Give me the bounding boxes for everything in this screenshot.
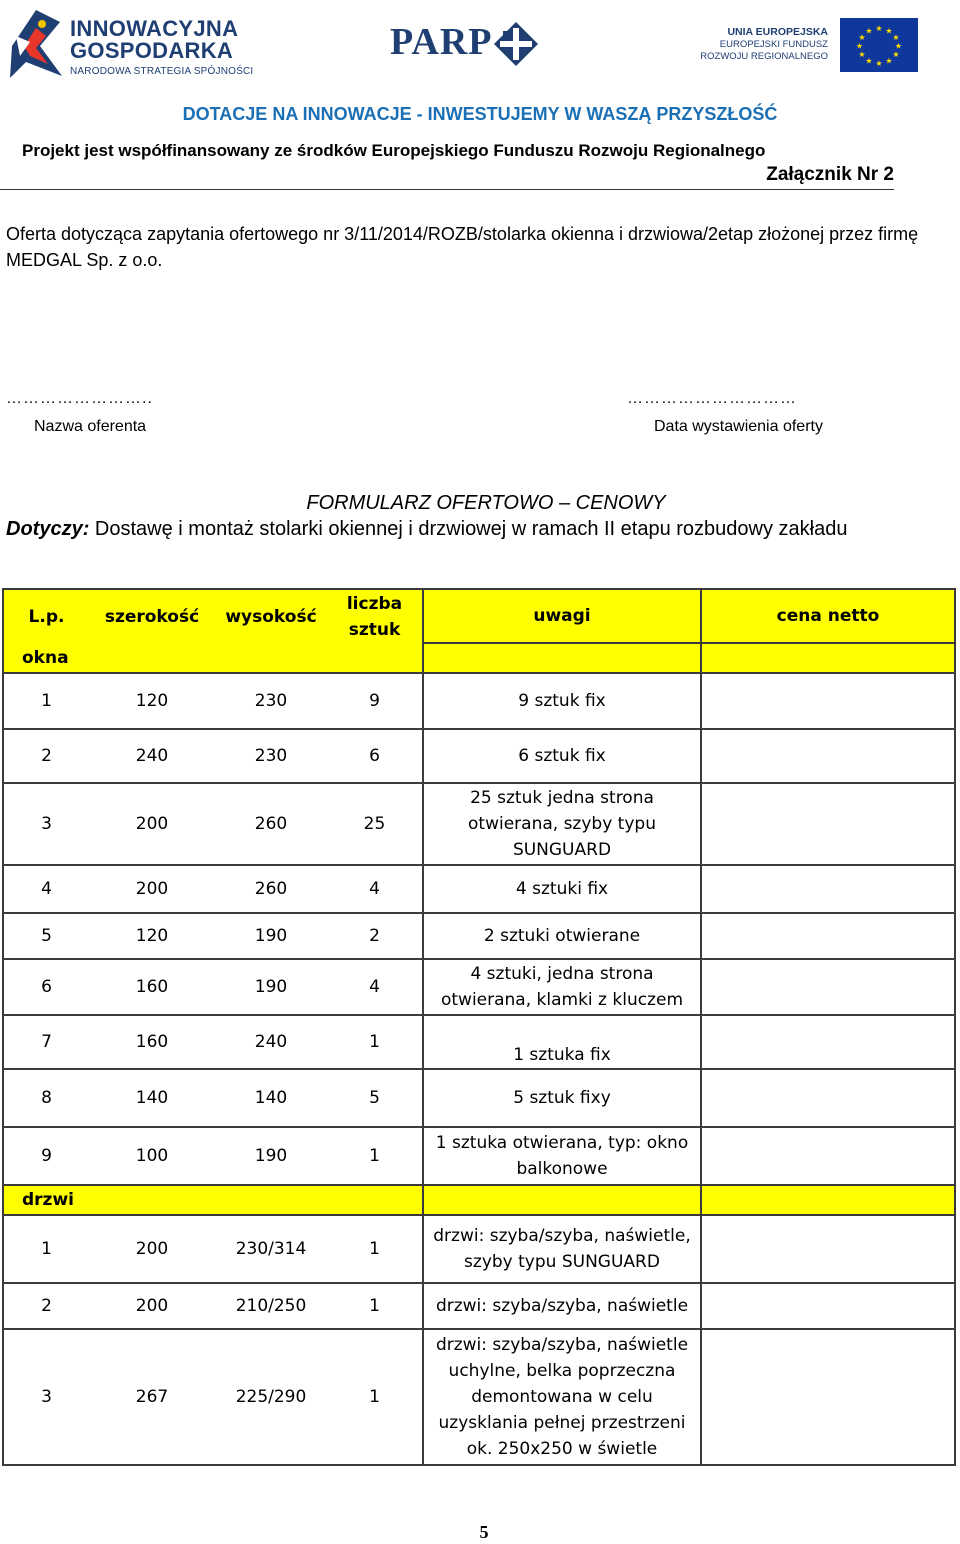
nazwa-dots: …………………….. bbox=[6, 390, 153, 407]
table-header-row bbox=[3, 589, 955, 643]
page-number: 5 bbox=[479, 1522, 489, 1542]
cell-szer: 120 bbox=[89, 913, 215, 959]
ig-line3: NARODOWA STRATEGIA SPÓJNOŚCI bbox=[70, 66, 254, 77]
cell-wys: 190 bbox=[215, 913, 327, 959]
cell-wys: 240 bbox=[215, 1015, 327, 1069]
ig-line1: INNOWACYJNA bbox=[70, 16, 239, 41]
table-row bbox=[3, 959, 955, 1015]
cell-wys: 190 bbox=[254, 1146, 288, 1166]
cell-lp: 3 bbox=[3, 783, 89, 865]
header-cena: cena netto bbox=[701, 589, 955, 643]
cell-uwagi: 25 sztuk jedna strona otwierana, szyby typu SUNGUARD bbox=[423, 783, 701, 865]
svg-text:★: ★ bbox=[892, 50, 900, 59]
table-row bbox=[3, 1069, 955, 1127]
svg-text:★: ★ bbox=[885, 56, 893, 66]
cell-wys: 230/314 bbox=[215, 1215, 327, 1283]
eu-flag-icon bbox=[840, 18, 918, 72]
cell-lp: 8 bbox=[3, 1069, 89, 1127]
parp-diamond-icon bbox=[494, 22, 538, 66]
cell-wys: 140 bbox=[215, 1069, 327, 1127]
cell-szer: 200 bbox=[89, 865, 215, 913]
cell-wys: 210/250 bbox=[215, 1283, 327, 1329]
cell-szer: 200 bbox=[89, 1215, 215, 1283]
cell-cena bbox=[701, 673, 955, 729]
table-row bbox=[3, 1215, 955, 1283]
cell-wys: 225/290 bbox=[215, 1329, 327, 1465]
table-row bbox=[3, 1283, 955, 1329]
cell-uwagi: 6 sztuk fix bbox=[423, 729, 701, 783]
header-uwagi: uwagi bbox=[423, 589, 701, 643]
cell-lp: 1 bbox=[3, 1215, 89, 1283]
header-wysokosc: wysokość bbox=[215, 589, 327, 643]
cell-liczba: 1 bbox=[327, 1283, 423, 1329]
section-row-okna bbox=[3, 643, 955, 673]
cell-szer: 160 bbox=[89, 959, 215, 1015]
cell-wys: 230 bbox=[215, 729, 327, 783]
section-drzwi-label: drzwi bbox=[3, 1185, 423, 1215]
cell-lp: 6 bbox=[3, 959, 89, 1015]
ue-line3: ROZWOJU REGIONALNEGO bbox=[700, 51, 828, 62]
cell-uwagi: drzwi: szyba/szyba, naświetle uchylne, belka poprzeczna demontowana w celu uzysklania pełnej przestrzeni ok. 250x250 w świetle bbox=[423, 1329, 701, 1465]
cell-uwagi: drzwi: szyba/szyba, naświetle, szyby typu SUNGUARD bbox=[423, 1215, 701, 1283]
dotyczy-line bbox=[6, 518, 847, 541]
table-row bbox=[3, 1329, 955, 1465]
form-title: FORMULARZ OFERTOWO – CENOWY bbox=[306, 492, 666, 514]
cell-szer: 120 bbox=[89, 673, 215, 729]
cell-szer: 160 bbox=[89, 1015, 215, 1069]
section-row-drzwi bbox=[3, 1185, 955, 1215]
section-okna-uwagi bbox=[423, 643, 701, 673]
dotyczy-text: Dostawę i montaż stolarki okiennej i drzwiowej w ramach II etapu rozbudowy zakładu bbox=[89, 518, 848, 540]
cell-szer: 100 bbox=[135, 1146, 169, 1166]
cell-liczba: 6 bbox=[327, 729, 423, 783]
zalacznik-label: Załącznik Nr 2 bbox=[766, 164, 894, 185]
data-wystawienia-label: Data wystawienia oferty bbox=[654, 418, 823, 435]
cell-lp: 1 bbox=[3, 673, 89, 729]
svg-text:★: ★ bbox=[892, 33, 900, 42]
section-okna-label: okna bbox=[3, 643, 423, 673]
cell-cena bbox=[701, 959, 955, 1015]
cell-cena bbox=[701, 729, 955, 783]
dotyczy-label: Dotyczy: bbox=[6, 518, 90, 540]
cell-liczba: 2 bbox=[327, 913, 423, 959]
section-drzwi-cena bbox=[701, 1185, 955, 1215]
cell-cena bbox=[701, 865, 955, 913]
cell-lp: 5 bbox=[3, 913, 89, 959]
cell-wys: 260 bbox=[215, 865, 327, 913]
ue-line1: UNIA EUROPEJSKA bbox=[727, 26, 828, 38]
cell-lp: 4 bbox=[3, 865, 89, 913]
nazwa-oferenta-label: Nazwa oferenta bbox=[34, 418, 147, 435]
cell-wys: 190 bbox=[215, 959, 327, 1015]
ue-line2: EUROPEJSKI FUNDUSZ bbox=[719, 39, 828, 50]
cell-cena bbox=[701, 1215, 955, 1283]
section-drzwi-uwagi bbox=[423, 1185, 701, 1215]
cell-liczba: 1 bbox=[327, 1215, 423, 1283]
cell-cena bbox=[701, 913, 955, 959]
cell-liczba: 1 bbox=[369, 1146, 380, 1166]
cell-cena bbox=[701, 1127, 955, 1185]
cell-szer: 240 bbox=[89, 729, 215, 783]
ig-star-icon bbox=[6, 6, 66, 82]
cell-uwagi: 5 sztuk fixy bbox=[423, 1069, 701, 1127]
section-okna-cena bbox=[701, 643, 955, 673]
cell-wys: 230 bbox=[215, 673, 327, 729]
cell-liczba: 1 bbox=[327, 1329, 423, 1465]
cell-uwagi: 2 sztuki otwierane bbox=[423, 913, 701, 959]
cell-uwagi: 1 sztuka otwierana, typ: okno balkonowe bbox=[423, 1127, 701, 1185]
header-szerokosc: szerokość bbox=[89, 589, 215, 643]
cell-liczba: 4 bbox=[327, 865, 423, 913]
cell-liczba: 9 bbox=[327, 673, 423, 729]
svg-text:★: ★ bbox=[875, 59, 883, 68]
cell-uwagi: 4 sztuki fix bbox=[423, 865, 701, 913]
cell-lp: 9 bbox=[3, 1127, 89, 1185]
data-dots: ………………………… bbox=[627, 390, 797, 407]
table-row bbox=[3, 865, 955, 913]
cell-szer: 200 bbox=[89, 1283, 215, 1329]
svg-text:★: ★ bbox=[855, 41, 864, 51]
cell-szer: 267 bbox=[89, 1329, 215, 1465]
eu-logo bbox=[700, 18, 922, 74]
dotacje-heading: DOTACJE NA INNOWACJE - INWESTUJEMY W WASZĄ PRZYSZŁOŚĆ bbox=[182, 104, 778, 124]
svg-text:★: ★ bbox=[858, 50, 866, 59]
parp-text: PARP bbox=[390, 21, 493, 63]
svg-text:★: ★ bbox=[865, 56, 873, 66]
header-lp: L.p. bbox=[3, 589, 89, 643]
cell-uwagi: drzwi: szyba/szyba, naświetle bbox=[423, 1283, 701, 1329]
cell-liczba: 5 bbox=[327, 1069, 423, 1127]
cell-lp: 7 bbox=[3, 1015, 89, 1069]
cell-lp: 2 bbox=[3, 729, 89, 783]
projekt-line: Projekt jest współfinansowany ze środków Europejskiego Funduszu Rozwoju Regionalnego bbox=[22, 141, 766, 160]
cell-liczba: 1 bbox=[327, 1015, 423, 1069]
svg-text:★: ★ bbox=[865, 26, 873, 36]
svg-text:★: ★ bbox=[875, 24, 883, 33]
cell-liczba: 4 bbox=[327, 959, 423, 1015]
ig-line2: GOSPODARKA bbox=[70, 38, 234, 63]
table-row bbox=[3, 783, 955, 865]
parp-logo bbox=[390, 18, 540, 74]
cell-lp: 3 bbox=[3, 1329, 89, 1465]
cell-liczba: 25 bbox=[327, 783, 423, 865]
table-row bbox=[3, 913, 955, 959]
svg-text:★: ★ bbox=[894, 41, 903, 51]
cell-cena bbox=[701, 1015, 955, 1069]
cell-cena bbox=[701, 783, 955, 865]
svg-text:★: ★ bbox=[858, 33, 866, 42]
oferta-paragraph: Oferta dotycząca zapytania ofertowego nr 3/11/2014/ROZB/stolarka okienna i drzwiowa/2etap złożonej przez firmę MEDGAL Sp. z o.o. bbox=[6, 224, 919, 270]
svg-text:★: ★ bbox=[885, 26, 893, 36]
header-liczba: liczba sztuk bbox=[327, 589, 423, 643]
innowacyjna-gospodarka-logo bbox=[6, 6, 266, 82]
cell-lp: 2 bbox=[3, 1283, 89, 1329]
cell-uwagi: 1 sztuka fix bbox=[423, 1015, 701, 1069]
cell-szer: 200 bbox=[89, 783, 215, 865]
table-row bbox=[3, 673, 955, 729]
table-row bbox=[3, 1127, 955, 1185]
table-row bbox=[3, 1015, 955, 1069]
cell-cena bbox=[701, 1329, 955, 1465]
header-divider bbox=[0, 189, 894, 190]
cell-uwagi: 9 sztuk fix bbox=[423, 673, 701, 729]
cell-cena bbox=[701, 1069, 955, 1127]
cell-szer: 140 bbox=[89, 1069, 215, 1127]
table-row bbox=[3, 729, 955, 783]
cell-cena bbox=[701, 1283, 955, 1329]
offer-table bbox=[2, 588, 956, 1466]
cell-wys: 260 bbox=[215, 783, 327, 865]
cell-uwagi: 4 sztuki, jedna strona otwierana, klamki z kluczem bbox=[423, 959, 701, 1015]
